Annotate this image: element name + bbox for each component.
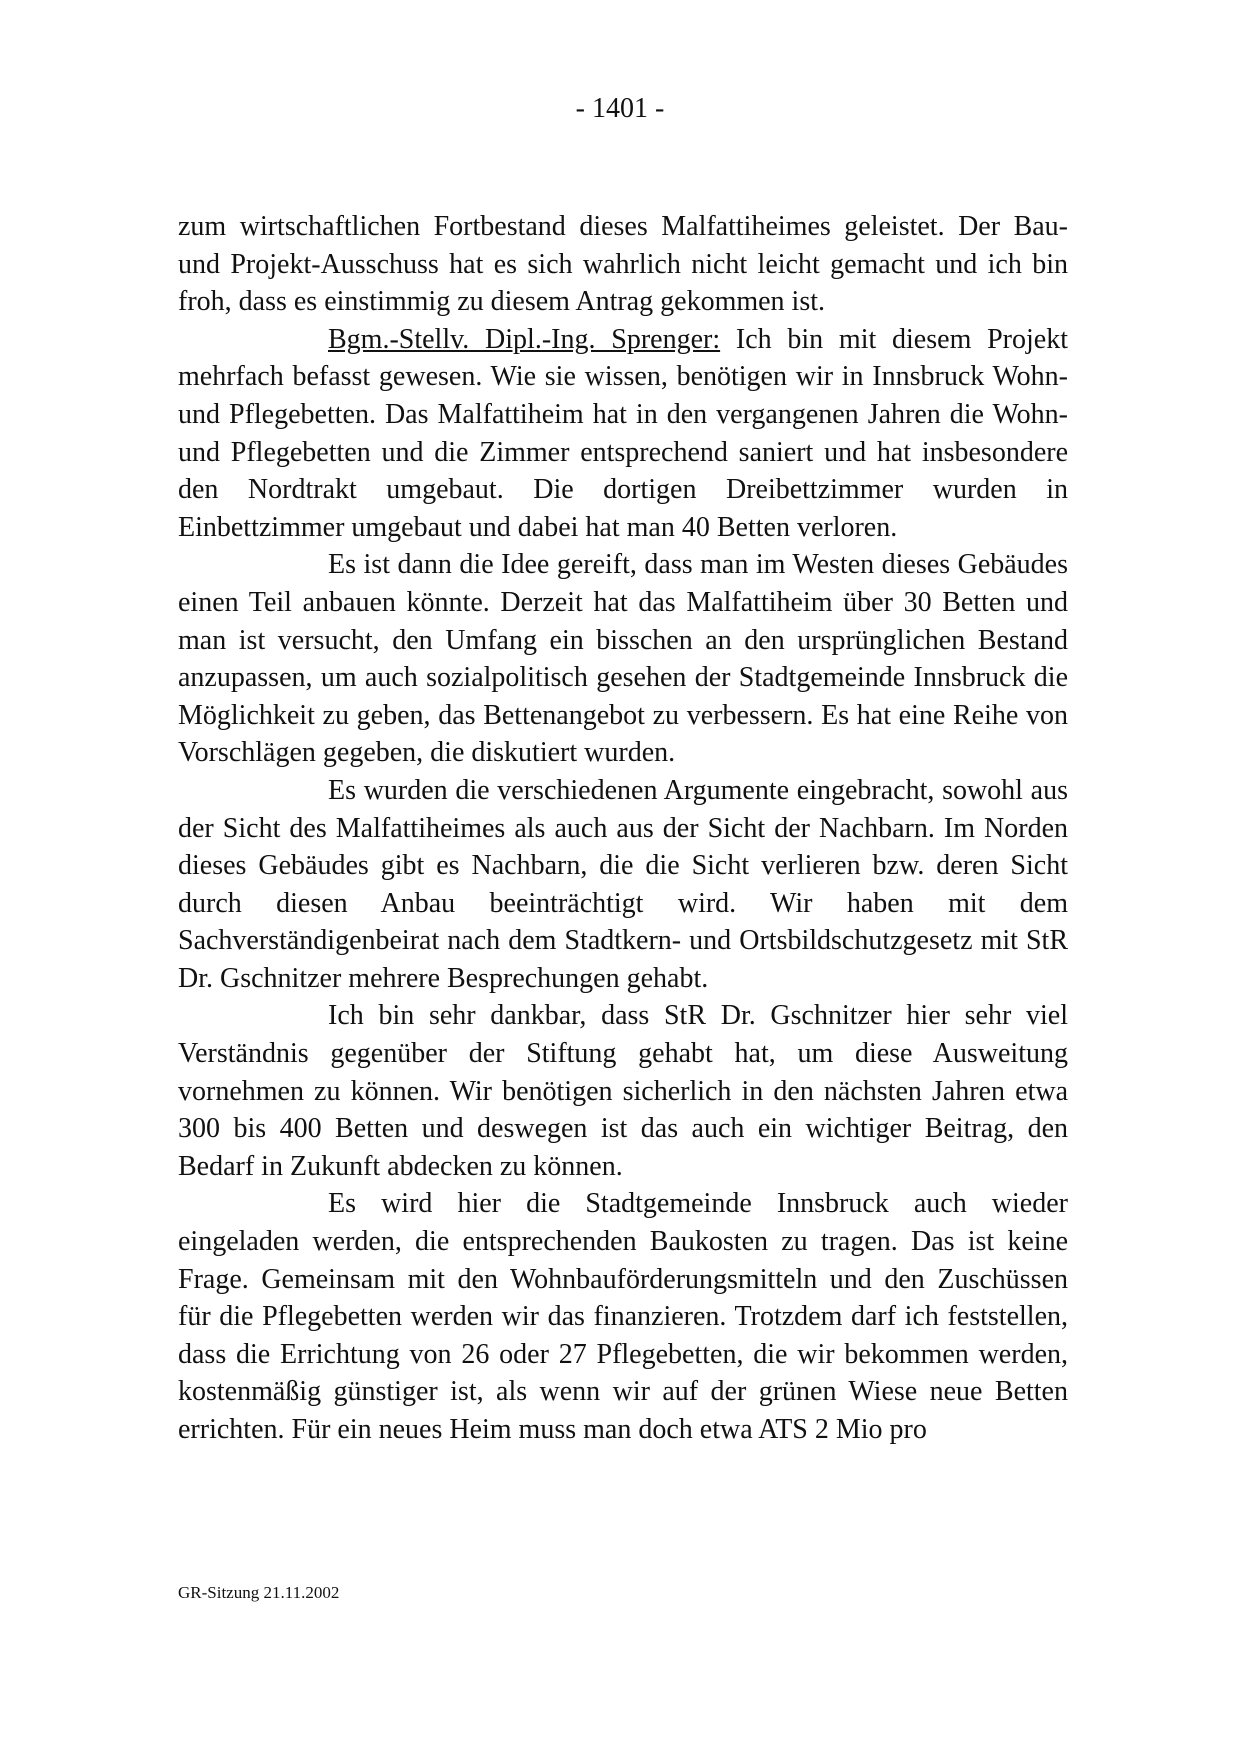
footer-session-date: GR-Sitzung 21.11.2002 [178,1583,340,1602]
document-body [178,208,1068,1449]
paragraph-text: Es wurden die verschiedenen Argumente eingebracht, sowohl aus der Sicht des Malfattiheimes als auch aus der Sicht der Nachbarn. Im Norden dieses Gebäudes gibt es Nachbarn, die die Sicht verlieren bzw. deren Sicht durch diesen Anbau beeinträchtigt wird. Wir haben mit dem Sachverständigenbeirat nach dem Stadtkern- und Ortsbildschutzgesetz mit StR Dr. Gschnitzer mehrere Besprechungen gehabt. [178,774,1068,994]
paragraph-speech [178,321,1068,547]
paragraph-continuation [178,208,1068,321]
paragraph [178,997,1068,1185]
paragraph-text: Ich bin mit diesem Projekt mehrfach befasst gewesen. Wie sie wissen, benötigen wir in Innsbruck Wohn- und Pflegebetten. Das Malfattiheim hat in den vergangenen Jahren die Wohn- und Pflegebetten und die Zimmer entsprechend saniert und hat insbesondere den Nordtrakt umgebaut. Die dortigen Dreibettzimmer wurden in Einbettzimmer umgebaut und dabei hat man 40 Betten verloren. [178,323,1068,543]
speaker-name: Bgm.-Stellv. Dipl.-Ing. Sprenger: [328,323,721,355]
paragraph-text: Es wird hier die Stadtgemeinde Innsbruck auch wieder eingeladen werden, die entsprechenden Baukosten zu tragen. Das ist keine Frage. Gemeinsam mit den Wohnbauförderungsmitteln und den Zuschüssen für die Pflegebetten werden wir das finanzieren. Trotzdem darf ich feststellen, dass die Errichtung von 26 oder 27 Pflegebetten, die wir bekommen werden, kostenmäßig günstiger ist, als wenn wir auf der grünen Wiese neue Betten errichten. Für ein neues Heim muss man doch etwa ATS 2 Mio pro [178,1188,1068,1445]
paragraph [178,546,1068,772]
paragraph [178,772,1068,998]
paragraph-text: Es ist dann die Idee gereift, dass man im Westen dieses Gebäudes einen Teil anbauen könnte. Derzeit hat das Malfattiheim über 30 Betten und man ist versucht, den Umfang ein bisschen an den ursprünglichen Bestand anzupassen, um auch sozialpolitisch gesehen der Stadtgemeinde Innsbruck die Möglichkeit zu geben, das Bettenangebot zu verbessern. Es hat eine Reihe von Vorschlägen gegeben, die diskutiert wurden. [178,549,1068,769]
paragraph-text: zum wirtschaftlichen Fortbestand dieses Malfattiheimes geleistet. Der Bau- und Projekt-Ausschuss hat es sich wahrlich nicht leicht gemacht und ich bin froh, dass es einstimmig zu diesem Antrag gekommen ist. [178,211,1068,318]
paragraph [178,1185,1068,1448]
page-number: - 1401 - [575,93,665,124]
paragraph-text: Ich bin sehr dankbar, dass StR Dr. Gschnitzer hier sehr viel Verständnis gegenüber der Stiftung gehabt hat, um diese Ausweitung vornehmen zu können. Wir benötigen sicherlich in den nächsten Jahren etwa 300 bis 400 Betten und deswegen ist das auch ein wichtiger Beitrag, den Bedarf in Zukunft abdecken zu können. [178,1000,1068,1182]
